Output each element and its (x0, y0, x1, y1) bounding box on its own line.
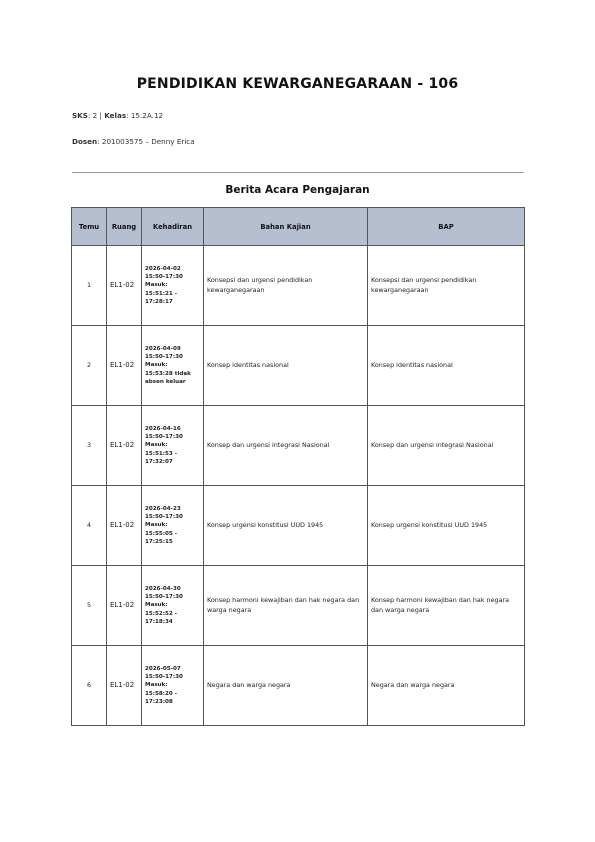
cell-bap: Konsep urgensi konstitusi UUD 1945 (368, 486, 525, 566)
kehadiran-line: 15:58:20 - (145, 690, 178, 697)
table-row (72, 246, 525, 326)
cell-ruang: EL1-02 (107, 246, 142, 326)
kelas-label: Kelas (104, 111, 127, 120)
kehadiran-line: 17:18:34 (145, 618, 173, 625)
kehadiran-line: 15:51:53 - (145, 450, 178, 457)
kehadiran-line: 15:50-17:30 (145, 354, 183, 361)
cell-bahan-kajian: Negara dan warga negara (204, 646, 368, 726)
cell-kehadiran (142, 646, 204, 726)
kehadiran-line: Masuk: (145, 282, 168, 289)
kehadiran-line: absen keluar (145, 378, 186, 385)
kehadiran-line: 15:50-17:30 (145, 674, 183, 681)
cell-bap: Konsep harmoni kewajiban dan hak negara dan warga negara (368, 566, 525, 646)
sks-label: SKS (72, 111, 88, 120)
cell-temu: 6 (72, 646, 107, 726)
cell-ruang: EL1-02 (107, 646, 142, 726)
bap-table (71, 207, 525, 726)
cell-bahan-kajian: Konsepsi dan urgensi pendidikan kewarganegaraan (204, 246, 368, 326)
page-title: PENDIDIKAN KEWARGANEGARAAN - 106 (136, 76, 459, 92)
cell-bahan-kajian: Konsep urgensi konstitusi UUD 1945 (204, 486, 368, 566)
cell-kehadiran (142, 566, 204, 646)
column-header-kehadiran: Kehadiran (142, 208, 204, 246)
column-header-ruang: Ruang (107, 208, 142, 246)
cell-ruang: EL1-02 (107, 566, 142, 646)
sks-value: : 2 | (87, 111, 102, 120)
column-header-temu: Temu (72, 208, 107, 246)
kehadiran-line: 17:25:15 (145, 538, 173, 545)
kelas-value: : 15.2A.12 (126, 111, 164, 120)
table-header-row (72, 208, 525, 246)
cell-kehadiran (142, 246, 204, 326)
cell-kehadiran (142, 326, 204, 406)
cell-bap: Konsep dan urgensi integrasi Nasional (368, 406, 525, 486)
kehadiran-line: 2026-04-30 (145, 586, 181, 593)
cell-ruang: EL1-02 (107, 406, 142, 486)
cell-ruang: EL1-02 (107, 326, 142, 406)
kehadiran-line: 15:51:21 - (145, 290, 178, 297)
cell-kehadiran (142, 486, 204, 566)
kehadiran-line: 15:53:28 tidak (145, 370, 191, 377)
cell-bahan-kajian: Konsep identitas nasional (204, 326, 368, 406)
table-row (72, 326, 525, 406)
kehadiran-line: Masuk: (145, 682, 168, 689)
cell-bap: Konsepsi dan urgensi pendidikan kewarganegaraan (368, 246, 525, 326)
kehadiran-line: 2026-04-02 (145, 266, 181, 273)
table-row (72, 486, 525, 566)
column-header-bap: BAP (368, 208, 525, 246)
cell-bahan-kajian: Konsep harmoni kewajiban dan hak negara dan warga negara (204, 566, 368, 646)
cell-bap: Konsep identitas nasional (368, 326, 525, 406)
kehadiran-line: Masuk: (145, 602, 168, 609)
kehadiran-line: 15:52:52 - (145, 610, 178, 617)
dosen-value: : 201003575 – Denny Erica (97, 137, 195, 146)
divider (72, 172, 524, 173)
kehadiran-line: 17:28:17 (145, 298, 173, 305)
cell-temu: 1 (72, 246, 107, 326)
kehadiran-line: 17:23:08 (145, 698, 173, 705)
kehadiran-line: Masuk: (145, 442, 168, 449)
kehadiran-line: Masuk: (145, 522, 168, 529)
kehadiran-line: 15:50-17:30 (145, 434, 183, 441)
table-row (72, 566, 525, 646)
cell-kehadiran (142, 406, 204, 486)
cell-temu: 2 (72, 326, 107, 406)
kehadiran-line: 17:32:07 (145, 458, 173, 465)
table-row (72, 406, 525, 486)
kehadiran-line: 15:50-17:30 (145, 514, 183, 521)
cell-bahan-kajian: Konsep dan urgensi integrasi Nasional (204, 406, 368, 486)
course-meta-dosen (72, 137, 195, 146)
kehadiran-line: 2026-04-16 (145, 426, 181, 433)
kehadiran-line: Masuk: (145, 362, 168, 369)
course-meta-sks-kelas (72, 111, 163, 120)
kehadiran-line: 2026-04-23 (145, 506, 181, 513)
cell-ruang: EL1-02 (107, 486, 142, 566)
cell-temu: 5 (72, 566, 107, 646)
column-header-bahan-kajian: Bahan Kajian (204, 208, 368, 246)
cell-bap: Negara dan warga negara (368, 646, 525, 726)
table-row (72, 646, 525, 726)
cell-temu: 4 (72, 486, 107, 566)
dosen-label: Dosen (72, 137, 98, 146)
kehadiran-line: 2026-05-07 (145, 666, 181, 673)
kehadiran-line: 2026-04-09 (145, 346, 181, 353)
section-title: Berita Acara Pengajaran (225, 184, 370, 196)
kehadiran-line: 15:50-17:30 (145, 274, 183, 281)
cell-temu: 3 (72, 406, 107, 486)
kehadiran-line: 15:50-17:30 (145, 594, 183, 601)
kehadiran-line: 15:55:05 - (145, 530, 178, 537)
